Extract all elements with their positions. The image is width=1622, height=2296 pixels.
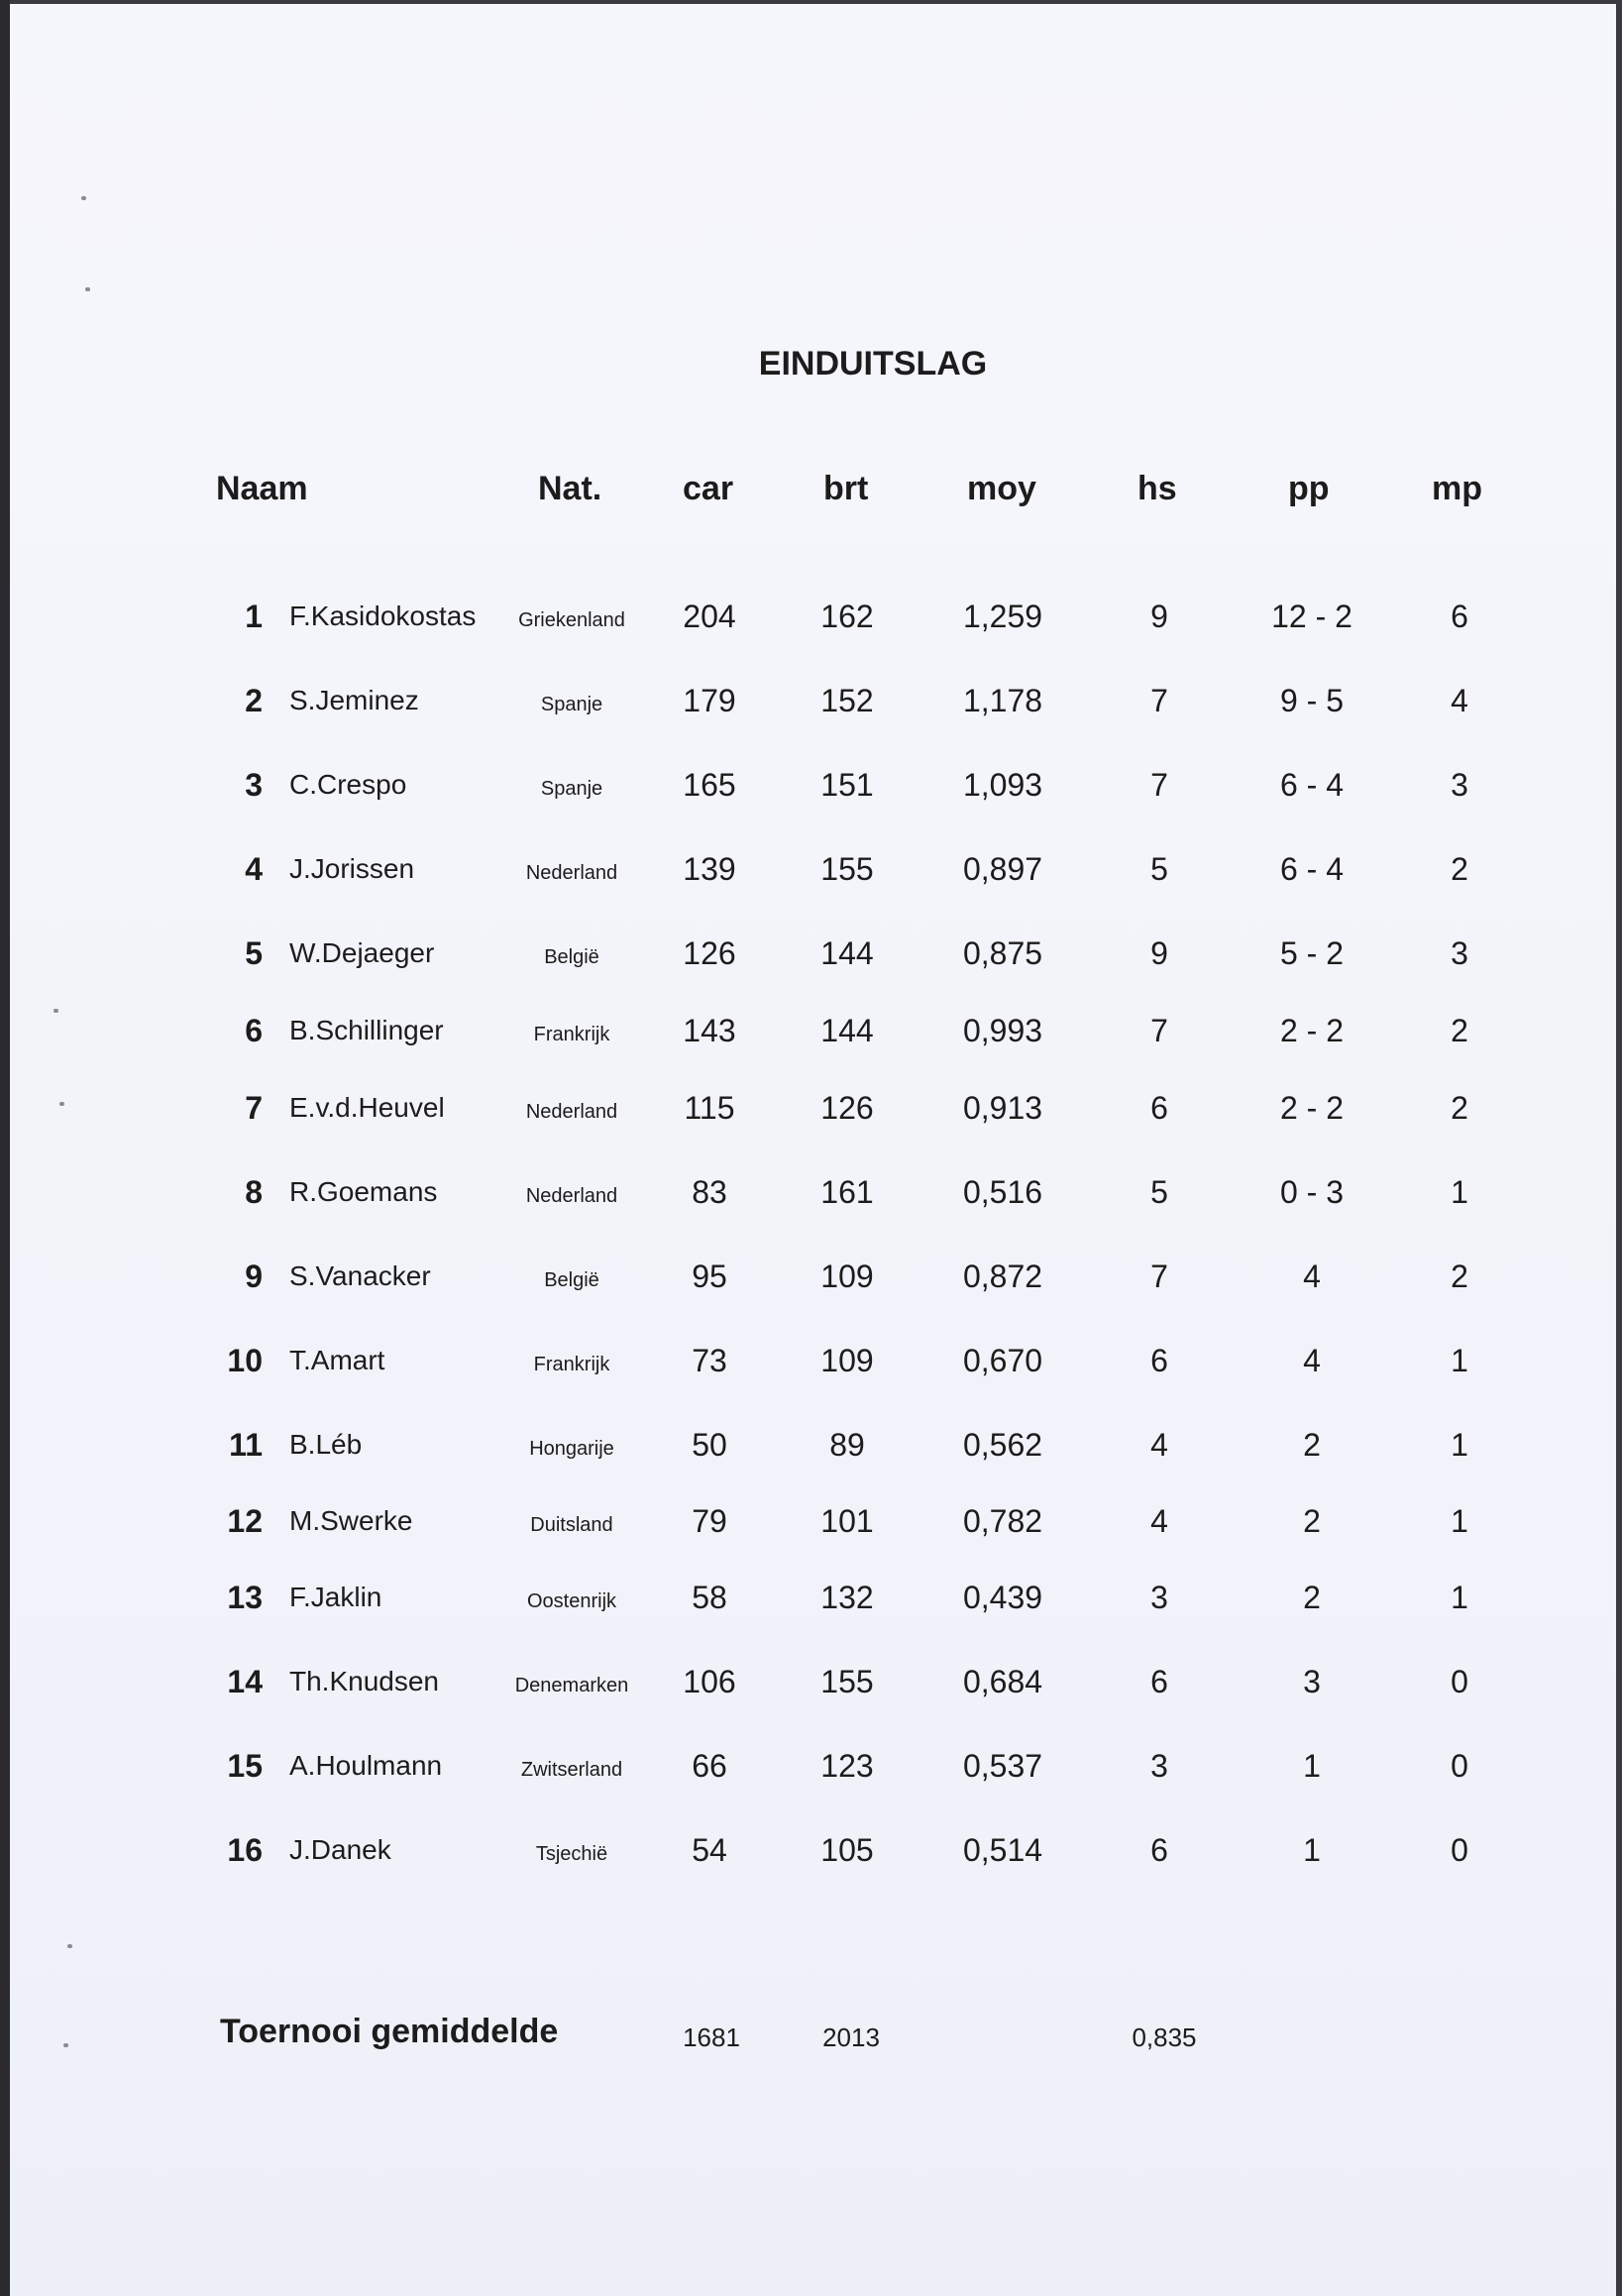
table-row <box>0 1825 1622 1875</box>
row-player-name: B.Léb <box>289 1429 363 1460</box>
row-brt: 105 <box>820 1832 874 1868</box>
table-row <box>0 929 1622 978</box>
header-brt: brt <box>823 470 869 507</box>
row-moy: 0,562 <box>962 1427 1043 1463</box>
header-car: car <box>683 470 734 507</box>
row-player-name: J.Jorissen <box>289 853 415 884</box>
row-brt: 101 <box>820 1503 874 1539</box>
row-nationality: Duitsland <box>530 1514 613 1536</box>
punch-hole-mark <box>67 1944 72 1948</box>
tournament-average-row <box>0 2007 1622 2066</box>
row-mp: 0 <box>1451 1664 1468 1699</box>
row-nationality: Nederland <box>525 862 618 884</box>
row-pp: 2 - 2 <box>1279 1090 1345 1126</box>
row-pp: 6 - 4 <box>1279 767 1345 803</box>
row-car: 143 <box>683 1013 736 1048</box>
row-moy: 0,516 <box>962 1174 1043 1210</box>
row-rank: 15 <box>227 1748 263 1784</box>
row-rank: 10 <box>227 1343 263 1378</box>
row-player-name: F.Kasidokostas <box>289 601 477 631</box>
row-hs: 6 <box>1150 1090 1168 1126</box>
table-row <box>0 760 1622 810</box>
row-nationality: Zwitserland <box>520 1759 623 1781</box>
row-hs: 4 <box>1150 1503 1168 1539</box>
tournament-average-label: Toernooi gemiddelde <box>220 2013 559 2050</box>
row-nationality: Frankrijk <box>533 1024 610 1045</box>
row-car: 126 <box>683 935 736 971</box>
table-row <box>0 1252 1622 1301</box>
row-pp: 0 - 3 <box>1279 1174 1345 1210</box>
row-mp: 1 <box>1451 1427 1468 1463</box>
row-car: 179 <box>683 683 736 718</box>
row-pp: 9 - 5 <box>1279 683 1345 718</box>
row-pp: 3 <box>1303 1664 1321 1699</box>
row-brt: 144 <box>820 1013 874 1048</box>
table-row <box>0 1336 1622 1385</box>
row-hs: 3 <box>1150 1580 1168 1615</box>
row-hs: 7 <box>1150 683 1168 718</box>
row-moy: 1,259 <box>962 599 1043 634</box>
row-pp: 6 - 4 <box>1279 851 1345 887</box>
row-hs: 7 <box>1150 767 1168 803</box>
row-player-name: E.v.d.Heuvel <box>289 1092 445 1123</box>
table-row <box>0 1496 1622 1546</box>
row-rank: 5 <box>245 935 263 971</box>
row-pp: 2 - 2 <box>1279 1013 1345 1048</box>
row-rank: 9 <box>245 1258 263 1294</box>
row-hs: 5 <box>1150 1174 1168 1210</box>
row-car: 106 <box>683 1664 736 1699</box>
row-mp: 1 <box>1451 1174 1468 1210</box>
tournament-average-car: 1681 <box>683 2023 740 2052</box>
row-player-name: M.Swerke <box>289 1505 413 1536</box>
row-nationality: Hongarije <box>529 1438 614 1460</box>
row-car: 58 <box>692 1580 727 1615</box>
row-car: 115 <box>684 1090 735 1126</box>
row-car: 73 <box>692 1343 727 1378</box>
row-car: 165 <box>683 767 736 803</box>
row-rank: 4 <box>245 851 263 887</box>
table-row <box>0 592 1622 641</box>
row-pp: 4 <box>1303 1343 1321 1378</box>
row-hs: 6 <box>1150 1664 1168 1699</box>
row-player-name: C.Crespo <box>289 769 407 800</box>
row-brt: 89 <box>829 1427 865 1463</box>
row-player-name: T.Amart <box>289 1345 385 1375</box>
row-pp: 2 <box>1303 1503 1321 1539</box>
row-moy: 0,782 <box>962 1503 1043 1539</box>
row-player-name: Th.Knudsen <box>289 1666 439 1696</box>
row-brt: 155 <box>820 1664 874 1699</box>
row-rank: 11 <box>229 1427 263 1463</box>
row-nationality: België <box>544 1269 599 1291</box>
row-rank: 1 <box>245 599 263 634</box>
row-nationality: Oostenrijk <box>526 1590 617 1612</box>
row-brt: 126 <box>820 1090 874 1126</box>
row-hs: 9 <box>1150 599 1168 634</box>
row-brt: 162 <box>820 599 874 634</box>
punch-hole-mark <box>85 287 90 291</box>
row-rank: 3 <box>245 767 263 803</box>
row-hs: 6 <box>1150 1832 1168 1868</box>
row-rank: 8 <box>245 1174 263 1210</box>
row-rank: 14 <box>227 1664 263 1699</box>
row-player-name: S.Jeminez <box>289 685 419 715</box>
row-nationality: Griekenland <box>518 609 625 631</box>
row-moy: 0,514 <box>962 1832 1043 1868</box>
row-car: 79 <box>692 1503 727 1539</box>
row-rank: 7 <box>245 1090 263 1126</box>
page-title: EINDUITSLAG <box>758 345 988 383</box>
header-pp: pp <box>1288 470 1330 507</box>
row-moy: 0,875 <box>962 935 1043 971</box>
row-pp: 2 <box>1303 1427 1321 1463</box>
table-row <box>0 1420 1622 1470</box>
row-brt: 132 <box>820 1580 874 1615</box>
row-moy: 0,897 <box>962 851 1043 887</box>
row-mp: 4 <box>1451 683 1468 718</box>
row-pp: 12 - 2 <box>1271 599 1352 634</box>
row-mp: 6 <box>1451 599 1468 634</box>
row-rank: 12 <box>227 1503 263 1539</box>
row-moy: 1,178 <box>962 683 1043 718</box>
row-nationality: Spanje <box>540 694 603 715</box>
row-mp: 1 <box>1451 1343 1468 1378</box>
row-mp: 1 <box>1451 1503 1468 1539</box>
row-brt: 123 <box>820 1748 874 1784</box>
row-nationality: Frankrijk <box>533 1354 610 1375</box>
punch-hole-mark <box>81 196 86 200</box>
table-row <box>0 1741 1622 1791</box>
row-mp: 0 <box>1451 1832 1468 1868</box>
table-row <box>0 1573 1622 1622</box>
row-mp: 2 <box>1451 851 1468 887</box>
row-brt: 155 <box>820 851 874 887</box>
row-moy: 0,439 <box>962 1580 1043 1615</box>
row-player-name: A.Houlmann <box>289 1750 443 1781</box>
row-mp: 3 <box>1451 935 1468 971</box>
row-brt: 161 <box>820 1174 874 1210</box>
row-nationality: Denemarken <box>514 1675 629 1696</box>
row-nationality: Tsjechië <box>535 1843 608 1865</box>
row-rank: 16 <box>227 1832 263 1868</box>
header-name: Naam <box>216 470 308 507</box>
header-mp: mp <box>1432 470 1482 507</box>
row-player-name: R.Goemans <box>289 1176 438 1207</box>
row-moy: 0,537 <box>962 1748 1043 1784</box>
row-mp: 1 <box>1451 1580 1468 1615</box>
row-mp: 2 <box>1451 1258 1468 1294</box>
row-player-name: W.Dejaeger <box>289 937 435 968</box>
row-nationality: Nederland <box>525 1185 618 1207</box>
row-mp: 0 <box>1451 1748 1468 1784</box>
row-car: 204 <box>683 599 736 634</box>
row-hs: 3 <box>1150 1748 1168 1784</box>
row-moy: 0,684 <box>962 1664 1043 1699</box>
row-brt: 109 <box>820 1343 874 1378</box>
row-moy: 0,670 <box>962 1343 1043 1378</box>
table-header <box>0 470 1622 519</box>
row-rank: 13 <box>227 1580 263 1615</box>
row-rank: 2 <box>245 683 263 718</box>
row-hs: 7 <box>1150 1013 1168 1048</box>
row-car: 95 <box>692 1258 727 1294</box>
row-nationality: Spanje <box>540 778 603 800</box>
row-hs: 6 <box>1150 1343 1168 1378</box>
row-brt: 144 <box>820 935 874 971</box>
row-moy: 0,993 <box>962 1013 1043 1048</box>
header-moy: moy <box>967 470 1036 507</box>
row-car: 83 <box>692 1174 727 1210</box>
row-brt: 152 <box>820 683 874 718</box>
row-player-name: S.Vanacker <box>289 1260 431 1291</box>
row-hs: 4 <box>1150 1427 1168 1463</box>
row-moy: 1,093 <box>962 767 1043 803</box>
table-row <box>0 1006 1622 1055</box>
row-player-name: B.Schillinger <box>289 1015 444 1045</box>
row-hs: 9 <box>1150 935 1168 971</box>
row-rank: 6 <box>245 1013 263 1048</box>
row-moy: 0,913 <box>962 1090 1043 1126</box>
row-player-name: J.Danek <box>289 1834 391 1865</box>
scan-edge-top <box>0 0 1622 4</box>
row-pp: 4 <box>1303 1258 1321 1294</box>
row-nationality: Nederland <box>525 1101 618 1123</box>
row-pp: 1 <box>1303 1832 1321 1868</box>
row-mp: 2 <box>1451 1090 1468 1126</box>
row-mp: 2 <box>1451 1013 1468 1048</box>
header-nat: Nat. <box>538 470 602 507</box>
table-row <box>0 1167 1622 1217</box>
tournament-average-brt: 2013 <box>822 2023 880 2052</box>
row-brt: 151 <box>820 767 874 803</box>
row-car: 139 <box>683 851 736 887</box>
row-nationality: België <box>544 946 599 968</box>
row-moy: 0,872 <box>962 1258 1043 1294</box>
row-car: 54 <box>692 1832 727 1868</box>
header-hs: hs <box>1137 470 1177 507</box>
row-pp: 2 <box>1303 1580 1321 1615</box>
row-pp: 5 - 2 <box>1279 935 1345 971</box>
table-row <box>0 844 1622 894</box>
row-brt: 109 <box>820 1258 874 1294</box>
row-car: 66 <box>692 1748 727 1784</box>
table-row <box>0 1657 1622 1706</box>
row-mp: 3 <box>1451 767 1468 803</box>
row-player-name: F.Jaklin <box>289 1582 382 1612</box>
row-pp: 1 <box>1303 1748 1321 1784</box>
row-car: 50 <box>692 1427 727 1463</box>
table-row <box>0 676 1622 725</box>
tournament-average-moy: 0,835 <box>1132 2023 1197 2052</box>
row-hs: 7 <box>1150 1258 1168 1294</box>
table-row <box>0 1083 1622 1133</box>
row-hs: 5 <box>1150 851 1168 887</box>
